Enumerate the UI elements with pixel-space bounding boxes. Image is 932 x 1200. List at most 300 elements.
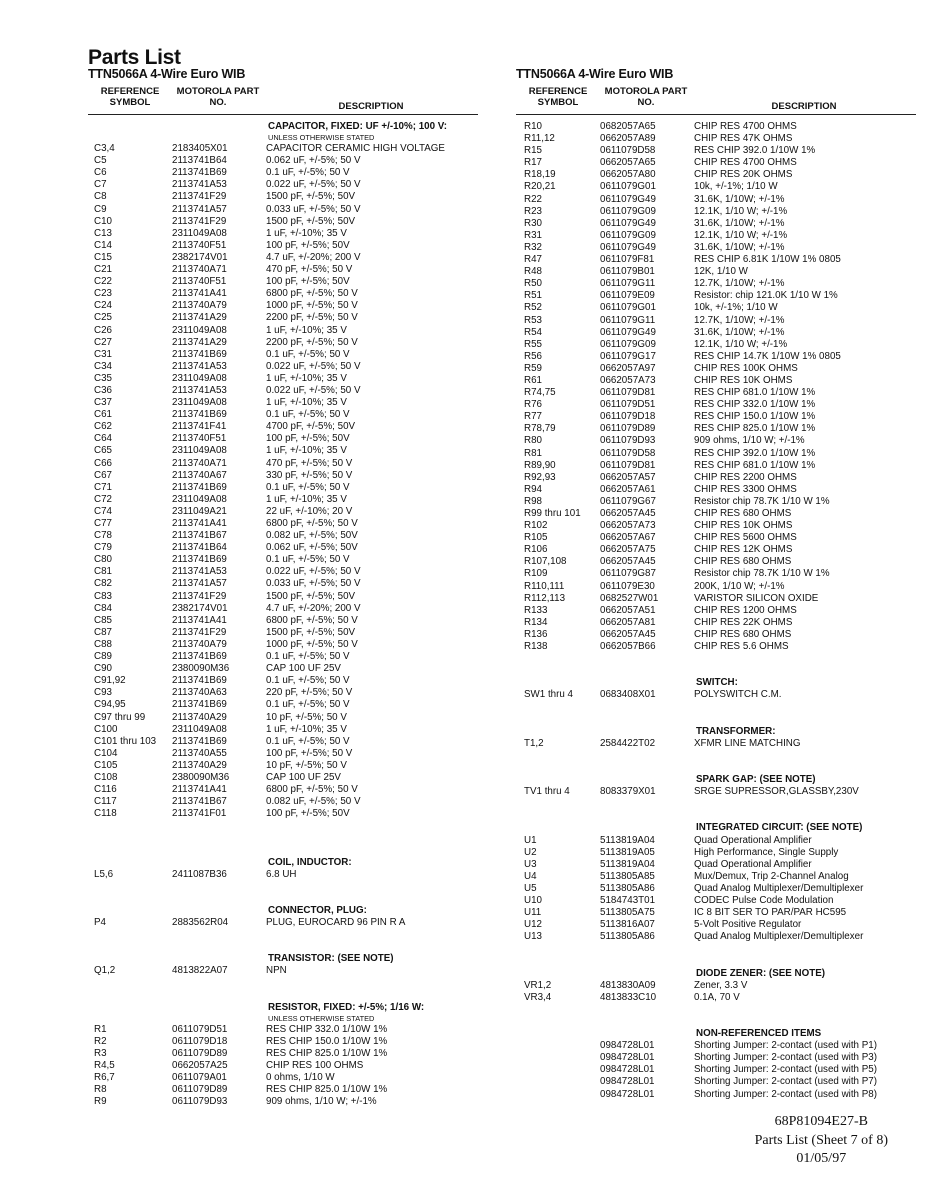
table-row xyxy=(516,339,916,351)
reference-symbol: C36 xyxy=(94,384,112,396)
part-number: 2113741A53 xyxy=(172,384,227,396)
part-number: 0662057A45 xyxy=(600,508,656,519)
part-number: 0662057A73 xyxy=(600,520,656,532)
table-row xyxy=(88,663,478,675)
table-row xyxy=(88,143,478,155)
description: 909 ohms, 1/10 W; +/-1% xyxy=(266,1096,377,1108)
reference-symbol xyxy=(516,1076,600,1088)
reference-symbol: R94 xyxy=(524,483,542,495)
description: 31.6K, 1/10W; +/-1% xyxy=(694,241,785,253)
reference-symbol: R110,111 xyxy=(524,580,565,592)
description: RES CHIP 681.0 1/10W 1% xyxy=(694,459,816,471)
spacer xyxy=(516,665,916,677)
part-number: 2311049A08 xyxy=(172,723,227,735)
table-row xyxy=(516,181,916,193)
description: Shorting Jumper: 2-contact (used with P7) xyxy=(694,1076,877,1088)
table-row xyxy=(88,506,478,518)
part-number: 0662057A89 xyxy=(600,133,656,145)
part-number: 2113741F41 xyxy=(172,421,227,433)
table-row xyxy=(516,931,916,943)
table-row xyxy=(88,808,478,820)
table-row xyxy=(516,1040,916,1052)
description: 12.1K, 1/10 W; +/-1% xyxy=(694,205,788,217)
reference-symbol: C65 xyxy=(94,445,112,457)
table-row xyxy=(88,276,478,288)
part-number: 2113741B67 xyxy=(172,530,227,542)
table-row xyxy=(88,627,478,639)
reference-symbol: U3 xyxy=(524,858,537,870)
table-row xyxy=(516,206,916,218)
reference-symbol: C78 xyxy=(94,530,112,542)
table-row xyxy=(516,871,916,883)
description: 1500 pF, +/-5%; 50V xyxy=(266,215,356,227)
reference-symbol: C3,4 xyxy=(94,143,115,155)
left-column xyxy=(88,66,478,1109)
description: 0.022 uF, +/-5%; 50 V xyxy=(266,179,361,191)
header-part-no: MOTOROLA PART NO. xyxy=(176,86,260,108)
part-number: 2113741F29 xyxy=(172,215,227,227)
reference-symbol: C67 xyxy=(94,469,112,481)
table-row xyxy=(516,411,916,423)
table-row xyxy=(88,409,478,421)
part-number: 0662057A51 xyxy=(600,604,656,616)
description: High Performance, Single Supply xyxy=(694,846,839,858)
reference-symbol: C116 xyxy=(94,784,117,796)
description: CHIP RES 22K OHMS xyxy=(694,616,793,628)
reference-symbol: U12 xyxy=(524,919,542,931)
part-number: 0662057A57 xyxy=(600,471,656,483)
reference-symbol: R52 xyxy=(524,302,542,314)
part-number: 2311049A08 xyxy=(172,227,227,239)
description: 6800 pF, +/-5%; 50 V xyxy=(266,288,358,300)
table-row xyxy=(516,617,916,629)
part-number: 2113741F29 xyxy=(172,191,227,203)
reference-symbol: R8 xyxy=(94,1084,107,1096)
table-row xyxy=(516,363,916,375)
table-row xyxy=(516,544,916,556)
reference-symbol: R136 xyxy=(524,628,548,640)
spacer xyxy=(88,845,478,857)
header-reference-symbol: REFERENCE SYMBOL xyxy=(100,86,160,108)
section-heading: CAPACITOR, FIXED: UF +/-10%; 100 V: xyxy=(268,121,448,132)
part-number: 2113740A63 xyxy=(172,687,227,699)
description: 4700 pF, +/-5%; 50V xyxy=(266,421,356,433)
table-row xyxy=(516,835,916,847)
reference-symbol: C27 xyxy=(94,336,112,348)
description: CHIP RES 12K OHMS xyxy=(694,544,793,556)
part-number: 2113741B69 xyxy=(172,735,227,747)
part-number: 0662057A25 xyxy=(172,1060,228,1072)
page-title: Parts List xyxy=(88,46,181,69)
description: 12.1K, 1/10 W; +/-1% xyxy=(694,338,788,350)
spacer xyxy=(88,820,478,832)
description: 1000 pF, +/-5%; 50 V xyxy=(266,300,358,312)
description: RES CHIP 332.0 1/10W 1% xyxy=(694,399,816,411)
reference-symbol: R17 xyxy=(524,157,542,169)
part-number: 0662057A73 xyxy=(600,374,656,386)
table-row xyxy=(516,847,916,859)
description: 470 pF, +/-5%; 50 V xyxy=(266,457,353,469)
description: CHIP RES 4700 OHMS xyxy=(694,121,797,132)
description: 2200 pF, +/-5%; 50 V xyxy=(266,312,358,324)
table-row xyxy=(516,605,916,617)
section-heading: TRANSISTOR: (SEE NOTE) xyxy=(268,953,394,965)
part-number: 0611079D93 xyxy=(172,1096,228,1108)
table-row xyxy=(88,1072,478,1084)
table-row xyxy=(88,591,478,603)
reference-symbol: C5 xyxy=(94,155,107,167)
table-row xyxy=(516,859,916,871)
description: RES CHIP 14.7K 1/10W 1% 0805 xyxy=(694,350,841,362)
description: RES CHIP 150.0 1/10W 1% xyxy=(266,1035,388,1047)
description: 200K, 1/10 W; +/-1% xyxy=(694,580,785,592)
part-number: 2113741B69 xyxy=(172,167,227,179)
part-number: 0984728L01 xyxy=(600,1088,655,1100)
description: RES CHIP 681.0 1/10W 1% xyxy=(694,387,816,399)
table-row xyxy=(516,496,916,508)
part-number: 0662057B66 xyxy=(600,641,656,653)
reference-symbol: C91,92 xyxy=(94,675,126,687)
part-number: 2113741B69 xyxy=(172,651,227,663)
table-row xyxy=(516,399,916,411)
description: 12K, 1/10 W xyxy=(694,266,748,278)
reference-symbol: R76 xyxy=(524,399,542,411)
part-number: 5113819A04 xyxy=(600,858,655,870)
description: 10 pF, +/-5%; 50 V xyxy=(266,711,347,723)
spacer xyxy=(516,750,916,762)
section-subheading: UNLESS OTHERWISE STATED xyxy=(268,133,375,143)
part-number: 0984728L01 xyxy=(600,1076,655,1088)
description: 0.022 uF, +/-5%; 50 V xyxy=(266,360,361,372)
part-number: 5113805A86 xyxy=(600,931,655,943)
table-row xyxy=(516,448,916,460)
description: 0.082 uF, +/-5%; 50 V xyxy=(266,796,361,808)
reference-symbol: R23 xyxy=(524,205,542,217)
description: 0.033 uF, +/-5%; 50 V xyxy=(266,203,361,215)
description: CHIP RES 47K OHMS xyxy=(694,133,793,145)
part-number: 0611079G11 xyxy=(600,314,656,326)
table-row xyxy=(88,724,478,736)
part-number: 0611079D51 xyxy=(600,399,656,411)
description: Resistor: chip 121.0K 1/10 W 1% xyxy=(694,290,838,302)
reference-symbol: U4 xyxy=(524,870,537,882)
reference-symbol: C81 xyxy=(94,566,112,578)
description: VARISTOR SILICON OXIDE xyxy=(694,592,819,604)
part-number: 2311049A08 xyxy=(172,493,227,505)
reference-symbol: R20,21 xyxy=(524,181,556,193)
reference-symbol: C88 xyxy=(94,638,112,650)
reference-symbol: R3 xyxy=(94,1048,107,1060)
reference-symbol: C21 xyxy=(94,264,112,276)
reference-symbol: C22 xyxy=(94,276,112,288)
reference-symbol: C97 thru 99 xyxy=(94,711,146,723)
reference-symbol: R31 xyxy=(524,229,542,241)
table-row xyxy=(88,530,478,542)
table-row xyxy=(88,397,478,409)
table-row xyxy=(516,629,916,641)
description: CODEC Pulse Code Modulation xyxy=(694,895,834,906)
part-number: 2113741F29 xyxy=(172,590,227,602)
description: 0.022 uF, +/-5%; 50 V xyxy=(266,566,361,578)
reference-symbol: SW1 thru 4 xyxy=(524,689,574,701)
description: Quad Analog Multiplexer/Demultiplexer xyxy=(694,931,864,943)
part-number: 0611079B01 xyxy=(600,266,655,278)
table-row xyxy=(88,458,478,470)
part-number: 0611079G67 xyxy=(600,495,656,507)
part-number: 2113741A53 xyxy=(172,566,227,578)
doc-number: 68P81094E27-B xyxy=(774,1114,868,1129)
part-number: 2113741B69 xyxy=(172,675,227,687)
reference-symbol: C37 xyxy=(94,397,112,409)
reference-symbol: R4,5 xyxy=(94,1060,115,1072)
reference-symbol: C87 xyxy=(94,626,112,638)
section-heading: SWITCH: xyxy=(696,677,738,689)
part-number: 0611079G17 xyxy=(600,350,656,362)
part-number: 2311049A08 xyxy=(172,372,227,384)
table-row xyxy=(88,518,478,530)
table-row xyxy=(516,278,916,290)
description: 6800 pF, +/-5%; 50 V xyxy=(266,518,358,529)
description: CAPACITOR CERAMIC HIGH VOLTAGE xyxy=(266,143,445,155)
section-heading: COIL, INDUCTOR: xyxy=(268,856,352,868)
table-row xyxy=(88,1096,478,1108)
reference-symbol: R107,108 xyxy=(524,556,567,568)
description: RES CHIP 6.81K 1/10W 1% 0805 xyxy=(694,254,841,266)
table-row xyxy=(516,327,916,339)
table-row xyxy=(88,349,478,361)
reference-symbol: R56 xyxy=(524,350,542,362)
description: 0.1 uF, +/-5%; 50 V xyxy=(266,554,350,566)
description: 0.1 uF, +/-5%; 50 V xyxy=(266,735,350,747)
table-row xyxy=(88,337,478,349)
part-number: 0611079D51 xyxy=(172,1023,228,1035)
reference-symbol: R11,12 xyxy=(524,133,555,145)
table-row xyxy=(516,230,916,242)
part-number: 0662057A45 xyxy=(600,556,656,568)
description: 0.1 uF, +/-5%; 50 V xyxy=(266,167,350,179)
table-row xyxy=(88,300,478,312)
description: RES CHIP 825.0 1/10W 1% xyxy=(266,1048,388,1060)
reference-symbol: R15 xyxy=(524,145,542,157)
description: RES CHIP 825.0 1/10W 1% xyxy=(266,1084,388,1096)
reference-symbol: C31 xyxy=(94,348,112,360)
table-row xyxy=(88,578,478,590)
table-row xyxy=(88,288,478,300)
reference-symbol: R18,19 xyxy=(524,169,556,181)
spacer xyxy=(516,943,916,955)
reference-symbol: U5 xyxy=(524,882,537,894)
part-number: 0682057A65 xyxy=(600,121,656,132)
part-number: 0662057A61 xyxy=(600,483,656,495)
description: CHIP RES 4700 OHMS xyxy=(694,157,797,169)
table-row xyxy=(88,760,478,772)
part-number: 2113741B69 xyxy=(172,481,227,493)
reference-symbol: R1 xyxy=(94,1023,107,1035)
table-row xyxy=(516,290,916,302)
part-number: 0611079G49 xyxy=(600,193,656,205)
right-column xyxy=(516,66,916,1101)
part-number: 2113741F01 xyxy=(172,808,227,820)
reference-symbol: Q1,2 xyxy=(94,965,116,977)
table-row xyxy=(516,883,916,895)
description: RES CHIP 332.0 1/10W 1% xyxy=(266,1023,388,1035)
table-row xyxy=(88,784,478,796)
reference-symbol: C10 xyxy=(94,215,112,227)
description: XFMR LINE MATCHING xyxy=(694,737,801,749)
spacer xyxy=(516,1004,916,1016)
description: Shorting Jumper: 2-contact (used with P3) xyxy=(694,1052,877,1064)
table-row xyxy=(88,494,478,506)
table-row xyxy=(88,712,478,724)
table-row xyxy=(88,433,478,445)
part-number: 0611079F81 xyxy=(600,254,655,266)
description: 0.1 uF, +/-5%; 50 V xyxy=(266,699,350,711)
reference-symbol: R59 xyxy=(524,362,542,374)
part-number: 0662057A81 xyxy=(600,616,656,628)
description: 0.1 uF, +/-5%; 50 V xyxy=(266,651,350,663)
doc-date: 01/05/97 xyxy=(796,1151,847,1166)
section-heading: RESISTOR, FIXED: +/-5%; 1/16 W: xyxy=(268,1001,425,1013)
part-number: 0611079G49 xyxy=(600,326,656,338)
table-row xyxy=(516,423,916,435)
description: 0.082 uF, +/-5%; 50V xyxy=(266,530,358,542)
table-row xyxy=(516,568,916,580)
description: 10k, +/-1%; 1/10 W xyxy=(694,181,778,193)
part-number: 0662057A45 xyxy=(600,628,656,640)
reference-symbol: C15 xyxy=(94,251,112,263)
reference-symbol: R106 xyxy=(524,544,548,556)
table-row xyxy=(88,1060,478,1072)
reference-symbol: U10 xyxy=(524,895,542,906)
part-number: 2883562R04 xyxy=(172,917,229,929)
reference-symbol: C74 xyxy=(94,505,112,517)
table-row xyxy=(516,435,916,447)
description: 12.1K, 1/10 W; +/-1% xyxy=(694,229,788,241)
reference-symbol: R105 xyxy=(524,532,548,544)
part-number: 4813822A07 xyxy=(172,965,228,977)
part-number: 0611079D58 xyxy=(600,145,656,157)
table-row xyxy=(516,254,916,266)
header-description: DESCRIPTION xyxy=(771,101,837,112)
description: 0.1 uF, +/-5%; 50 V xyxy=(266,481,350,493)
description: 100 pF, +/-5%; 50V xyxy=(266,239,350,251)
description: 1 uF, +/-10%; 35 V xyxy=(266,445,347,457)
reference-symbol: C118 xyxy=(94,808,117,820)
reference-symbol: U11 xyxy=(524,907,542,919)
reference-symbol: R50 xyxy=(524,278,542,290)
spacer xyxy=(516,702,916,714)
table-row xyxy=(88,470,478,482)
part-number: 0611079D18 xyxy=(172,1035,228,1047)
description: CHIP RES 3300 OHMS xyxy=(694,483,797,495)
header-description: DESCRIPTION xyxy=(338,101,404,112)
table-row xyxy=(88,312,478,324)
part-number: 5113805A86 xyxy=(600,882,655,894)
reference-symbol: C66 xyxy=(94,457,112,469)
table-row xyxy=(88,554,478,566)
description: 100 pF, +/-5%; 50V xyxy=(266,276,350,288)
table-row xyxy=(516,593,916,605)
reference-symbol: C100 xyxy=(94,723,118,735)
part-number: 0683408X01 xyxy=(600,689,656,701)
part-number: 2311049A21 xyxy=(172,505,227,517)
part-number: 2311049A08 xyxy=(172,397,227,409)
table-row xyxy=(88,1084,478,1096)
spacer xyxy=(88,990,478,1002)
part-number: 0611079E09 xyxy=(600,290,655,302)
description: 6800 pF, +/-5%; 50 V xyxy=(266,784,358,796)
part-number: 2113741B69 xyxy=(172,699,227,711)
description: 0.022 uF, +/-5%; 50 V xyxy=(266,384,361,396)
description: CHIP RES 1200 OHMS xyxy=(694,604,797,616)
table-row xyxy=(516,194,916,206)
table-row xyxy=(516,315,916,327)
table-row xyxy=(88,651,478,663)
reference-symbol: L5,6 xyxy=(94,868,114,880)
reference-symbol: C108 xyxy=(94,771,118,783)
table-row xyxy=(88,615,478,627)
part-number: 0682527W01 xyxy=(600,592,659,604)
reference-symbol: C89 xyxy=(94,651,112,663)
list-title-right: TTN5066A 4-Wire Euro WIB xyxy=(516,67,674,81)
reference-symbol: U1 xyxy=(524,834,537,846)
part-number: 2113741B69 xyxy=(172,409,227,421)
description: 470 pF, +/-5%; 50 V xyxy=(266,264,353,276)
table-row xyxy=(516,641,916,653)
part-number: 5184743T01 xyxy=(600,895,656,906)
table-row xyxy=(516,484,916,496)
table-row xyxy=(516,266,916,278)
description: 0.1A, 70 V xyxy=(694,991,740,1003)
part-number: 0662057A75 xyxy=(600,544,656,556)
reference-symbol: C77 xyxy=(94,518,112,529)
part-number: 2113740F51 xyxy=(172,276,227,288)
table-row xyxy=(88,1024,478,1036)
part-number: 2380090M36 xyxy=(172,663,230,675)
part-number: 0662057A80 xyxy=(600,169,656,181)
table-row xyxy=(516,520,916,532)
part-number: 2113740A71 xyxy=(172,457,227,469)
part-number: 0611079A01 xyxy=(172,1072,227,1084)
table-row xyxy=(516,532,916,544)
description: Quad Operational Amplifier xyxy=(694,834,812,846)
reference-symbol: C72 xyxy=(94,493,112,505)
part-number: 0611079G11 xyxy=(600,278,656,290)
description: 31.6K, 1/10W; +/-1% xyxy=(694,193,785,205)
table-row xyxy=(516,556,916,568)
part-number: 0611079D81 xyxy=(600,459,656,471)
description: 1 uF, +/-10%; 35 V xyxy=(266,227,347,239)
reference-symbol: C83 xyxy=(94,590,112,602)
part-number: 2113741B69 xyxy=(172,348,227,360)
table-row xyxy=(88,167,478,179)
section-heading: TRANSFORMER: xyxy=(696,725,776,737)
list-title-left: TTN5066A 4-Wire Euro WIB xyxy=(88,67,246,81)
description: RES CHIP 392.0 1/10W 1% xyxy=(694,447,816,459)
reference-symbol: C84 xyxy=(94,602,112,614)
description: 4.7 uF, +/-20%; 200 V xyxy=(266,251,361,263)
table-row xyxy=(88,542,478,554)
table-row xyxy=(516,133,916,145)
part-number: 5113819A04 xyxy=(600,834,655,846)
part-number: 0611079D18 xyxy=(600,411,656,423)
description: CHIP RES 10K OHMS xyxy=(694,520,793,532)
part-number: 0611079G49 xyxy=(600,241,656,253)
reference-symbol: C79 xyxy=(94,542,112,554)
reference-symbol: R2 xyxy=(94,1035,107,1047)
part-number: 2113740A79 xyxy=(172,300,227,312)
reference-symbol: C80 xyxy=(94,554,112,566)
